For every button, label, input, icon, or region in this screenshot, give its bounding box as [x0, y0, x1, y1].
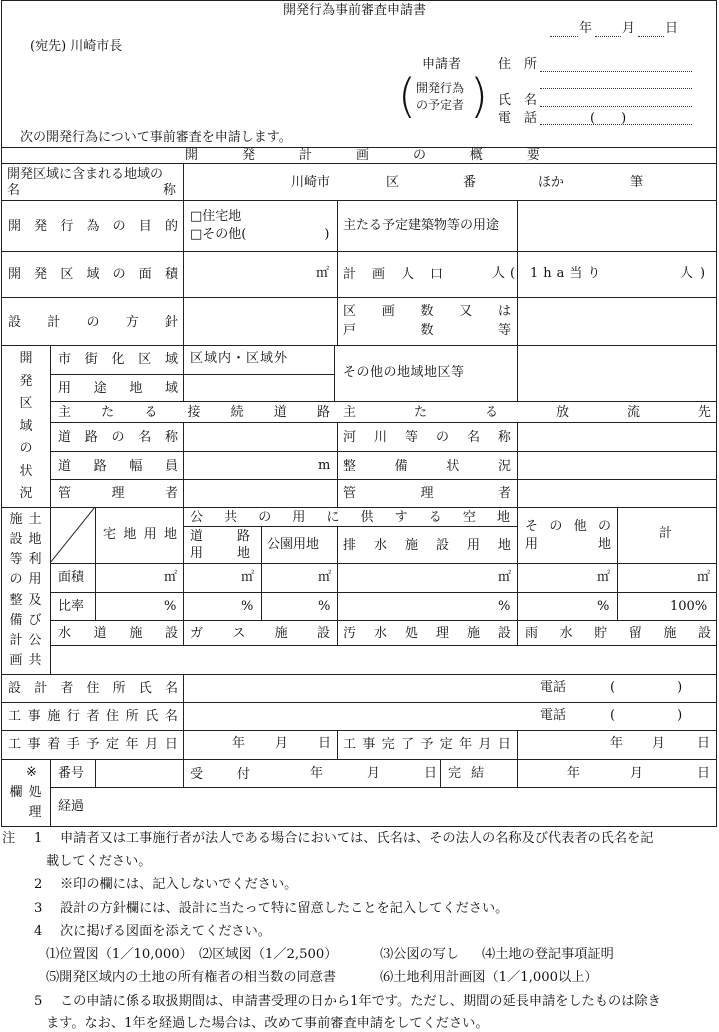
right-bracket: ) — [470, 69, 488, 123]
purpose-option-other[interactable]: □その他( ) — [190, 227, 330, 242]
applicant-phone-field[interactable] — [540, 124, 692, 125]
note-1-line-1: 申請者又は工事施行者が法人である場合においては、氏名は、その法人の名称及び代表者の氏名を記 — [60, 831, 654, 846]
completed-month: 月 — [630, 766, 644, 781]
applicant-phone-paren: ( ) — [590, 111, 627, 126]
residential-land-label: 宅 地 用 地 — [103, 526, 177, 542]
end-year: 年 — [610, 736, 624, 751]
end-day: 日 — [697, 736, 711, 751]
road-width-label: 道 路 幅 員 — [58, 458, 178, 474]
population-paren-open: ( — [510, 266, 516, 281]
note-4-item-6: ⑹土地利用計画図（1／1,000以上） — [380, 970, 598, 985]
area-park-unit: ㎡ — [318, 570, 332, 585]
purpose-label: 開 発 行 為 の 目 的 — [8, 218, 178, 234]
ratio-other-unit: % — [597, 599, 610, 614]
ratio-park-unit: % — [318, 599, 331, 614]
note-2-text: ※印の欄には、記入しないでください。 — [60, 877, 298, 892]
ratio-road-unit: % — [241, 599, 254, 614]
bracket-line-2: の予定者 — [416, 98, 465, 112]
area-name-label-line1: 開発区域に含まれる地域の — [7, 167, 164, 182]
area-drainage-unit: ㎡ — [498, 570, 512, 585]
road-name-label: 道 路 の 名 称 — [58, 429, 178, 445]
designer-label: 設 計 者 住 所 氏 名 — [8, 680, 178, 696]
end-month: 月 — [652, 736, 666, 751]
applicant-name-label: 氏 名 — [498, 93, 538, 108]
document-title: 開発行為事前審査申請書 — [283, 3, 427, 18]
other-land-line2: 用 地 — [525, 536, 611, 552]
designer-phone-label: 電話 — [540, 680, 567, 695]
note-5-line-2: ます。なお、1年を経過した場合は、改めて事前審査申請をしてください。 — [46, 1016, 489, 1031]
progress-label: 経過 — [58, 799, 85, 814]
lots-label-line1: 区 画 数 又 は — [343, 303, 511, 319]
road-manager-label: 管 理 者 — [58, 485, 178, 501]
date-day-field[interactable] — [638, 36, 664, 37]
applicant-label: 申請者 — [422, 57, 462, 72]
start-day: 日 — [318, 736, 332, 751]
note-4-text: 次に掲げる図面を添えてください。 — [60, 924, 271, 939]
population-unit: 人 — [492, 266, 506, 281]
ratio-residential-unit: % — [164, 599, 177, 614]
sewage-label: 汚 水 処 理 施 設 — [343, 625, 511, 641]
note-1-line-2: 載してください。 — [46, 854, 152, 869]
population-per-ha: 1ha当り — [530, 266, 606, 281]
number-label: 番号 — [58, 766, 85, 781]
area-name-ward[interactable]: 区 — [386, 175, 400, 190]
road-land-line2: 用 地 — [190, 545, 250, 561]
area-size-label: 開 発 区 域 の 面 積 — [8, 266, 178, 282]
start-year: 年 — [232, 736, 246, 751]
urbanization-value[interactable]: 区域内・区域外 — [190, 351, 289, 366]
overview-header: 開 発 計 画 の 概 要 — [185, 148, 540, 163]
total-label: 計 — [659, 526, 673, 541]
completed-year: 年 — [567, 766, 581, 781]
facility-side-col1: 施 設 等 の 整 備 計 画 — [9, 512, 23, 668]
ratio-drainage-unit: % — [498, 599, 511, 614]
start-date-label: 工 事 着 手 予 定 年 月 日 — [8, 736, 178, 752]
park-land-label: 公園用地 — [267, 537, 320, 552]
date-year-field[interactable] — [550, 36, 578, 37]
note-4-item-5: ⑸開発区域内の土地の所有権者の相当数の同意書 — [46, 970, 337, 985]
date-month-label: 月 — [622, 21, 636, 36]
addressee: (宛先) 川崎市長 — [30, 39, 123, 54]
note-5-line-1: この申請に係る取扱期間は、申請書受理の日から1年です。ただし、期間の延長申請をしたものは除き — [60, 994, 661, 1009]
applicant-address-field[interactable] — [540, 71, 692, 72]
date-year-label: 年 — [579, 21, 593, 36]
other-land-line1: そ の 他 の — [525, 518, 611, 534]
completed-label: 完結 — [448, 766, 495, 781]
facility-side-col2: 土 地 利 用 及 び 公 共 — [28, 512, 42, 668]
area-name-label-line2-left: 名 — [7, 183, 21, 198]
note-4-item-2: ⑵区域図（1／2,500） — [199, 947, 338, 962]
drainage-dest-label: 主 た る 放 流 先 — [343, 404, 711, 420]
area-name-city[interactable]: 川崎市 — [291, 175, 331, 190]
ratio-row-label: 比率 — [58, 599, 85, 614]
population-paren-close: ) — [700, 266, 706, 281]
area-size-unit: ㎡ — [316, 266, 330, 281]
start-month: 月 — [275, 736, 289, 751]
main-use-label: 主たる予定建築物等の用途 — [343, 218, 500, 233]
drainage-land-label: 排 水 施 設 用 地 — [343, 537, 511, 553]
purpose-option-residential[interactable]: □住宅地 — [190, 209, 242, 224]
note-4-item-4: ⑷土地の登記事項証明 — [482, 947, 614, 962]
date-day-label: 日 — [665, 21, 679, 36]
received-label: 受 付 — [190, 766, 250, 782]
diagonal-cell — [50, 507, 95, 563]
office-mark: ※ — [26, 765, 37, 780]
connecting-road-label: 主 た る 接 続 道 路 — [58, 404, 330, 420]
note-4-number: 4 — [34, 924, 43, 939]
office-col2: 処 理 — [28, 785, 42, 820]
river-name-label: 河 川 等 の 名 称 — [343, 429, 511, 445]
note-2-number: 2 — [34, 877, 43, 892]
received-month: 月 — [367, 766, 381, 781]
river-manager-label: 管 理 者 — [343, 485, 511, 501]
end-date-label: 工 事 完 了 予 定 年 月 日 — [343, 736, 511, 752]
note-3-text: 設計の方針欄には、設計に当たって特に留意したことを記入してください。 — [60, 901, 509, 916]
contractor-phone-label: 電話 — [540, 708, 567, 723]
note-4-item-3: ⑶公図の写し — [380, 947, 460, 962]
area-residential-unit: ㎡ — [164, 570, 178, 585]
applicant-address-field-2[interactable] — [540, 88, 692, 89]
water-label: 水 道 施 設 — [58, 625, 178, 641]
contractor-phone-paren[interactable]: ( ) — [610, 708, 685, 723]
area-name-other[interactable]: ほか — [538, 175, 565, 190]
population-label: 計 画 人 口 — [343, 266, 443, 282]
urbanization-label: 市 街 化 区 域 — [58, 351, 178, 367]
ratio-total: 100% — [670, 599, 708, 614]
status-side-label: 開 発 区 域 の 状 況 — [19, 351, 33, 501]
note-4-item-1: ⑴位置図（1／10,000） — [46, 947, 193, 962]
office-col1: 欄 — [9, 785, 23, 800]
area-name-lot[interactable]: 番 — [463, 175, 477, 190]
area-road-unit: ㎡ — [241, 570, 255, 585]
use-zone-label: 用 途 地 域 — [58, 380, 178, 396]
applicant-address-label: 住 所 — [498, 57, 538, 72]
bracket-line-1: 開発行為 — [416, 81, 465, 95]
area-other-unit: ㎡ — [597, 570, 611, 585]
completed-day: 日 — [697, 766, 711, 781]
left-bracket: ( — [398, 69, 416, 123]
applicant-phone-label: 電 話 — [498, 111, 538, 126]
lots-label-line2: 戸 数 等 — [343, 322, 511, 338]
designer-phone-paren[interactable]: ( ) — [610, 680, 685, 695]
population-per-ha-unit: 人 — [680, 266, 694, 281]
note-3-number: 3 — [34, 901, 43, 916]
notes-heading: 注 — [2, 831, 16, 846]
rainwater-label: 雨 水 貯 留 施 設 — [525, 625, 711, 641]
applicant-name-field[interactable] — [540, 106, 692, 107]
note-5-number: 5 — [34, 994, 43, 1009]
public-space-label: 公 共 の 用 に 供 す る 空 地 — [190, 509, 510, 525]
road-land-line1: 道 路 — [190, 528, 250, 544]
maintenance-status-label: 整 備 状 況 — [343, 458, 511, 474]
area-name-label-line2-right: 称 — [163, 183, 177, 198]
gas-label: ガ ス 施 設 — [190, 625, 330, 641]
area-total-unit: ㎡ — [697, 570, 711, 585]
area-name-parcel[interactable]: 筆 — [630, 175, 644, 190]
received-year: 年 — [310, 766, 324, 781]
road-width-unit: m — [318, 458, 331, 473]
contractor-label: 工 事 施 行 者 住 所 氏 名 — [8, 708, 178, 724]
note-1-number: 1 — [34, 831, 43, 846]
date-month-field[interactable] — [595, 36, 621, 37]
intro-text: 次の開発行為について事前審査を申請します。 — [20, 130, 292, 145]
area-row-label: 面積 — [58, 570, 85, 585]
other-zone-label: その他の地域地区等 — [343, 365, 465, 380]
design-policy-label: 設 計 の 方 針 — [8, 314, 178, 330]
received-day: 日 — [424, 766, 438, 781]
